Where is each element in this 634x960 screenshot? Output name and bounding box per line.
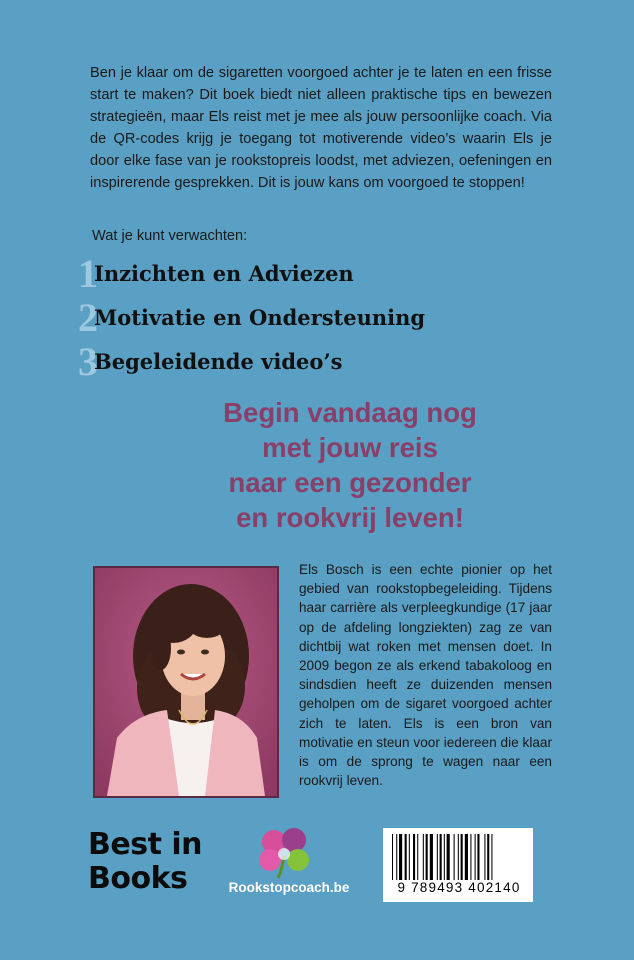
barcode-bar [417,834,418,880]
slogan-line: Begin vandaag nog [223,397,477,428]
list-number: 3 [78,339,98,384]
barcode-bar [470,834,471,880]
slogan-line: met jouw reis [262,432,438,463]
barcode-bar [399,834,402,880]
barcode-bar [475,834,476,880]
website-logo-text: Rookstopcoach.be [228,880,350,895]
author-bio: Els Bosch is een echte pionier op het gebied van rookstopbegeleiding. Tijdens haar carrière als verpleegkundige (17 jaar op de afdeling longziekten) zag ze van dichtbij wat roken met mensen doet. In 2009 begon ze als erkend tabakoloog en sindsdien heeft ze duizenden mensen geholpen om de sigaret voorgoed achter zich te laten. Els is een bron van motivatie en steun voor iedereen die klaar is om de sprong te wagen naar een rookvrij leven. [299,562,552,789]
barcode-bar [396,834,397,880]
barcode-bar [430,834,433,880]
barcode-bar [423,834,424,880]
barcode-bar [465,834,468,880]
intro-paragraph: Ben je klaar om de sigaretten voorgoed achter je te laten en een frisse start te maken? Dit boek biedt niet alleen praktische tips en bewezen strategieën, maar Els reist met je mee als jouw persoonlijke coach. Via de QR-codes krijg je toegang tot motiverende video’s waarin Els je door elke fase van je rookstopreis loodst, met adviezen, oefeningen en inspirerende gesprekken. Dit is jouw kans om voorgoed te stoppen! [90,65,552,191]
clover-heart-icon [256,826,314,880]
list-item-text: Inzichten en Adviezen [94,261,354,286]
barcode [383,828,533,902]
slogan [150,395,550,535]
barcode-bars [392,834,524,880]
isbn-number: 9 789493 402140 [397,880,521,895]
barcode-bar [487,834,489,880]
barcode-bar [454,834,455,880]
barcode-bar [477,834,479,880]
expect-label: Wat je kunt verwachten: [92,228,248,244]
publisher-logo-line: Best in [88,827,202,862]
barcode-bar [426,834,428,880]
list-number: 1 [78,251,98,296]
barcode-bar [447,834,450,880]
list-item-text: Begeleidende video’s [94,349,343,374]
barcode-bar [437,834,438,880]
barcode-bar [413,834,415,880]
barcode-bar [484,834,485,880]
barcode-bar [392,834,393,880]
publisher-logo [88,828,204,896]
barcode-bar [491,834,492,880]
list-number: 2 [78,295,98,340]
slogan-line: naar een gezonder [228,467,472,498]
publisher-logo-line: Books [88,861,188,896]
list-item-text: Motivatie en Ondersteuning [94,305,426,330]
barcode-bar [440,834,442,880]
slogan-line: en rookvrij leven! [236,502,464,533]
barcode-bar [444,834,445,880]
barcode-bar [461,834,463,880]
author-portrait-illustration [95,568,277,796]
barcode-bar [458,834,459,880]
author-photo [93,566,279,798]
barcode-bar [405,834,407,880]
barcode-bar [409,834,410,880]
